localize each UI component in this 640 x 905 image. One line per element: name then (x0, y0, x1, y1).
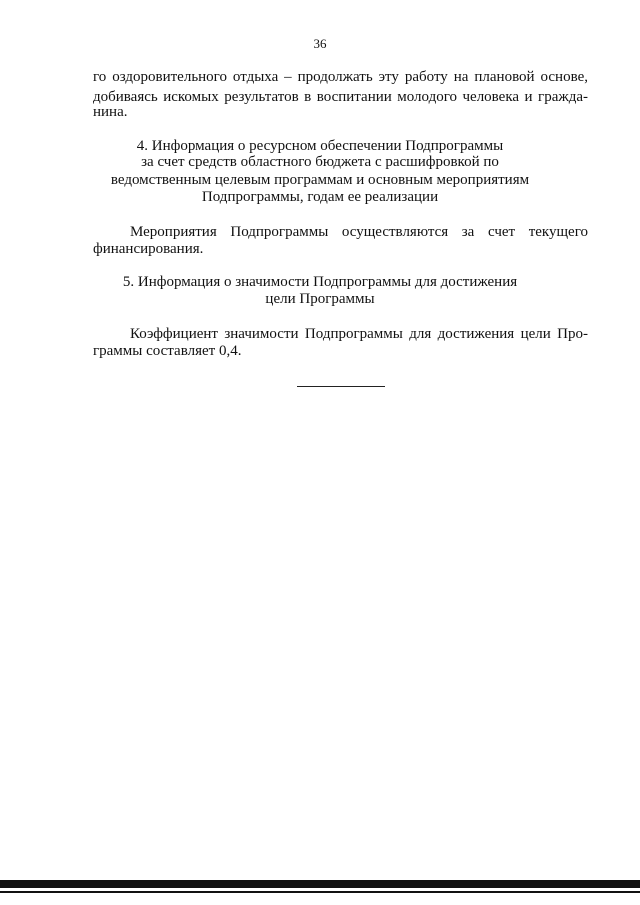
section-4-heading-line-2: за счет средств областного бюджета с расшифровкой по (141, 154, 499, 170)
bottom-border-line (0, 891, 640, 893)
paragraph-1-line-1: го оздоровительного отдыха – продолжать эту работу на плановой основе, (93, 69, 588, 85)
bottom-border-bar (0, 880, 640, 888)
section-4-body-line-1: Мероприятия Подпрограммы осуществляются за счет текущего (130, 224, 588, 240)
section-5-heading-line-2: цели Программы (265, 291, 375, 307)
section-4-heading-line-3: ведомственным целевым программам и основным мероприятиям (110, 172, 530, 188)
section-5-body-line-2: граммы составляет 0,4. (93, 343, 242, 359)
section-4-body-line-2: финансирования. (93, 241, 204, 257)
section-5-heading-line-1: 5. Информация о значимости Подпрограммы для достижения (122, 274, 518, 290)
page-number: 36 (313, 36, 327, 51)
section-4-heading-line-1: 4. Информация о ресурсном обеспечении Подпрограммы (136, 138, 504, 154)
section-4-heading-line-4: Подпрограммы, годам ее реализации (201, 189, 439, 205)
separator-rule (297, 386, 385, 387)
paragraph-1-line-3: нина. (93, 104, 128, 120)
paragraph-1-line-2: добиваясь искомых результатов в воспитании молодого человека и гражда- (93, 89, 588, 105)
section-5-body-line-1: Коэффициент значимости Подпрограммы для достижения цели Про- (130, 326, 588, 342)
